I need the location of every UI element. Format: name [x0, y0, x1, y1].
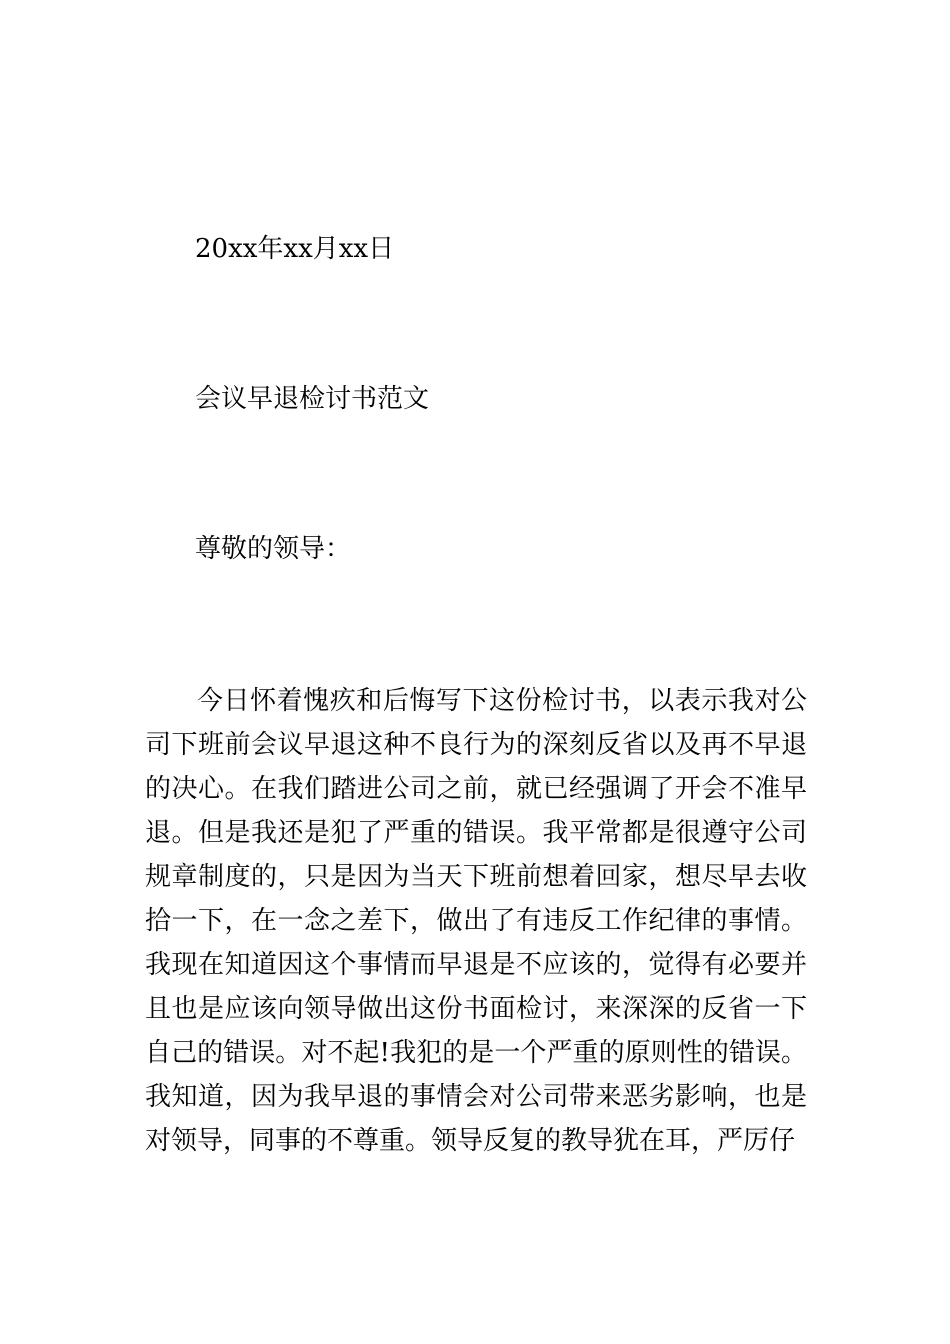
document-title: 会议早退检讨书范文 — [195, 384, 430, 414]
document-date: 20xx年xx月xx日 — [195, 234, 395, 264]
body-paragraph: 今日怀着愧疚和后悔写下这份检讨书，以表示我对公司下班前会议早退这种不良行为的深刻反省以及再不早退的决心。在我们踏进公司之前，就已经强调了开会不准早退。但是我还是犯了严重的错误。我平常都是很遵守公司规章制度的，只是因为当天下班前想着回家，想尽早去收拾一下，在一念之差下，做出了有违反工作纪律的事情。我现在知道因这个事情而早退是不应该的，觉得有必要并且也是应该向领导做出这份书面检讨，来深深的反省一下自己的错误。对不起!我犯的是一个严重的原则性的错误。我知道，因为我早退的事情会对公司带来恶劣影响，也是对领导，同事的不尊重。领导反复的教导犹在耳，严厉仔 — [145, 686, 807, 1156]
body-text — [145, 679, 807, 1163]
salutation: 尊敬的领导： — [195, 534, 352, 564]
